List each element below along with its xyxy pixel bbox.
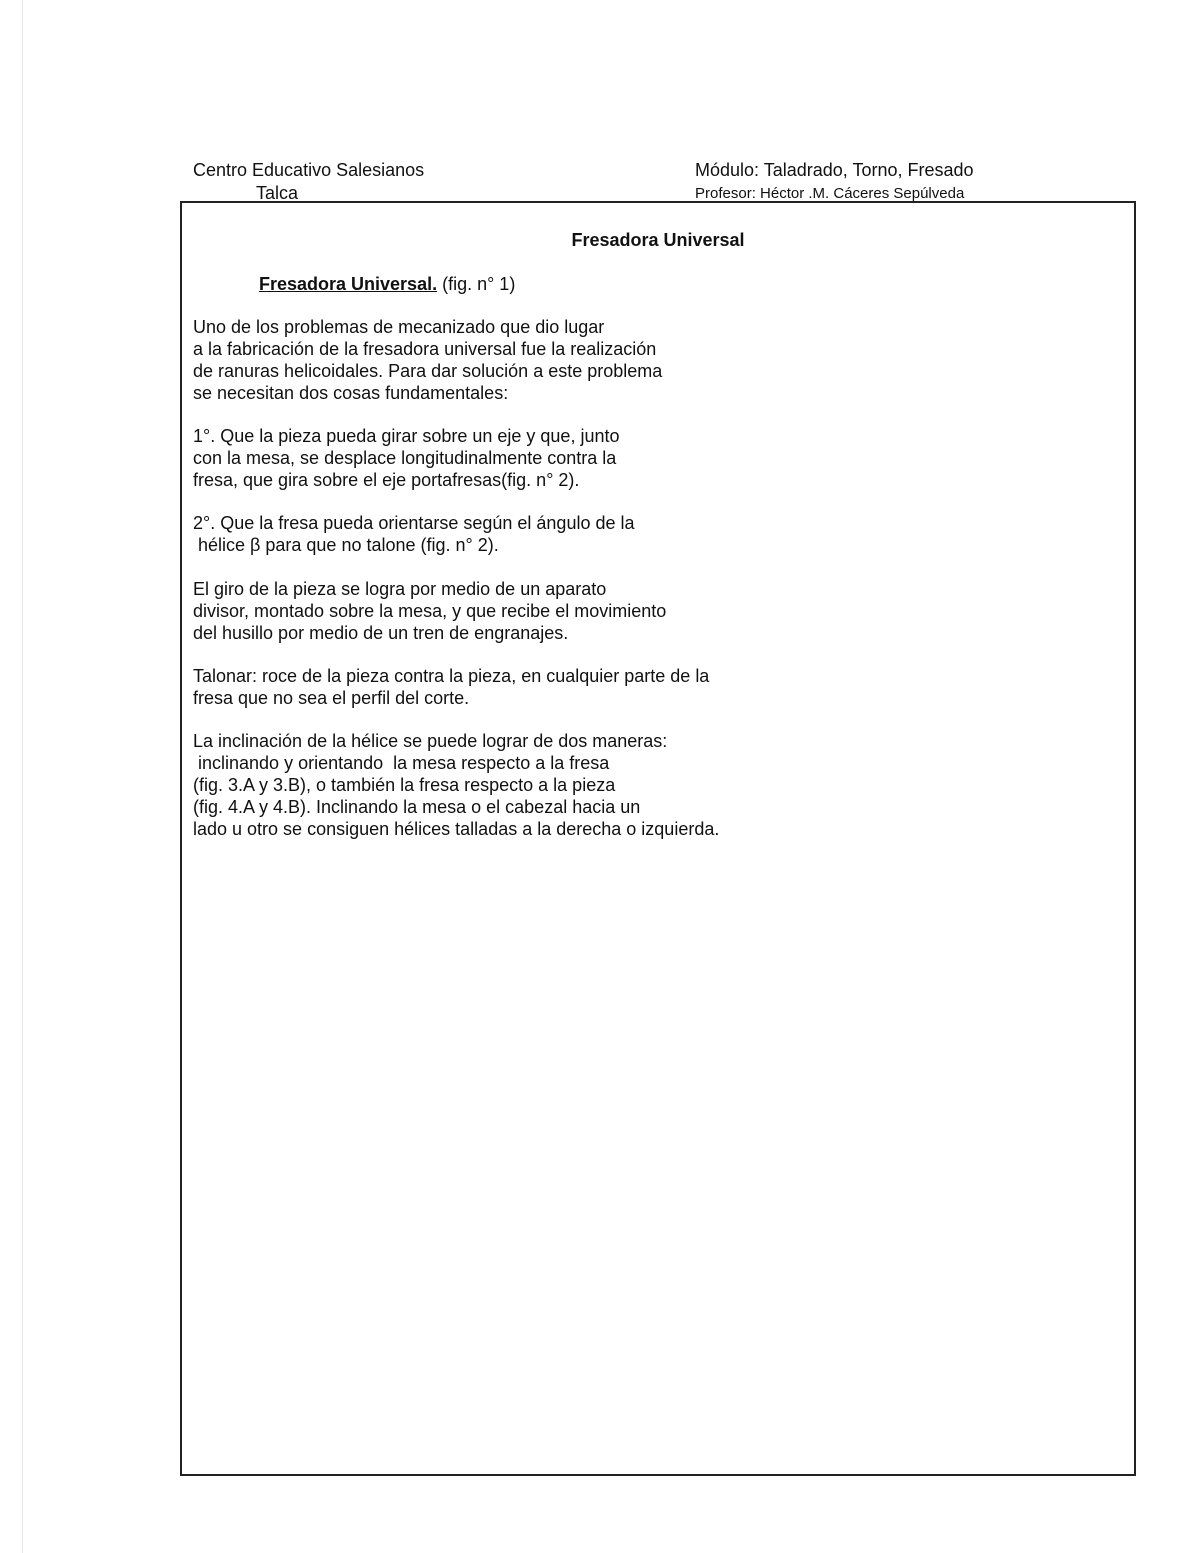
- paragraph-talonar: [193, 665, 709, 709]
- text-line: hélice β para que no talone (fig. n° 2).: [193, 535, 499, 555]
- text-line: se necesitan dos cosas fundamentales:: [193, 383, 509, 403]
- text-line: inclinando y orientando la mesa respecto a la fresa: [193, 753, 610, 773]
- text-line: (fig. 3.A y 3.B), o también la fresa respecto a la pieza: [193, 775, 616, 795]
- section-heading-title: Fresadora Universal.: [259, 274, 438, 294]
- text-line: a la fabricación de la fresadora universal fue la realización: [193, 339, 657, 359]
- text-line: fresa que no sea el perfil del corte.: [193, 688, 470, 708]
- text-line: (fig. 4.A y 4.B). Inclinando la mesa o el cabezal hacia un: [193, 797, 641, 817]
- text-line: El giro de la pieza se logra por medio de un aparato: [193, 579, 607, 599]
- text-line: Uno de los problemas de mecanizado que dio lugar: [193, 317, 605, 337]
- text-line: lado u otro se consiguen hélices talladas a la derecha o izquierda.: [193, 819, 720, 839]
- paragraph-helix-inclination: [193, 730, 719, 840]
- school-city: Talca: [256, 183, 299, 203]
- text-line: del husillo por medio de un tren de engranajes.: [193, 623, 569, 643]
- module-label: Módulo: Taladrado, Torno, Fresado: [695, 160, 974, 180]
- text-line: La inclinación de la hélice se puede lograr de dos maneras:: [193, 731, 668, 751]
- page-title: Fresadora Universal: [571, 230, 745, 250]
- paragraph-intro: [193, 316, 662, 404]
- content-frame: [180, 201, 1136, 1476]
- text-line: 1°. Que la pieza pueda girar sobre un eje y que, junto: [193, 426, 620, 446]
- paragraph-second-requirement: [193, 512, 635, 556]
- section-heading-figure-ref: (fig. n° 1): [437, 274, 516, 294]
- text-line: 2°. Que la fresa pueda orientarse según el ángulo de la: [193, 513, 635, 533]
- section-heading: [259, 273, 515, 295]
- teacher-label: Profesor: Héctor .M. Cáceres Sepúlveda: [695, 185, 965, 202]
- text-line: de ranuras helicoidales. Para dar solución a este problema: [193, 361, 663, 381]
- text-line: con la mesa, se desplace longitudinalmente contra la: [193, 448, 617, 468]
- paragraph-first-requirement: [193, 425, 619, 491]
- text-line: Talonar: roce de la pieza contra la pieza, en cualquier parte de la: [193, 666, 710, 686]
- text-line: fresa, que gira sobre el eje portafresas(fig. n° 2).: [193, 470, 580, 490]
- paragraph-divider: [193, 578, 666, 644]
- school-name: Centro Educativo Salesianos: [193, 160, 425, 180]
- text-line: divisor, montado sobre la mesa, y que recibe el movimiento: [193, 601, 667, 621]
- page-margin-rule: [22, 0, 23, 1553]
